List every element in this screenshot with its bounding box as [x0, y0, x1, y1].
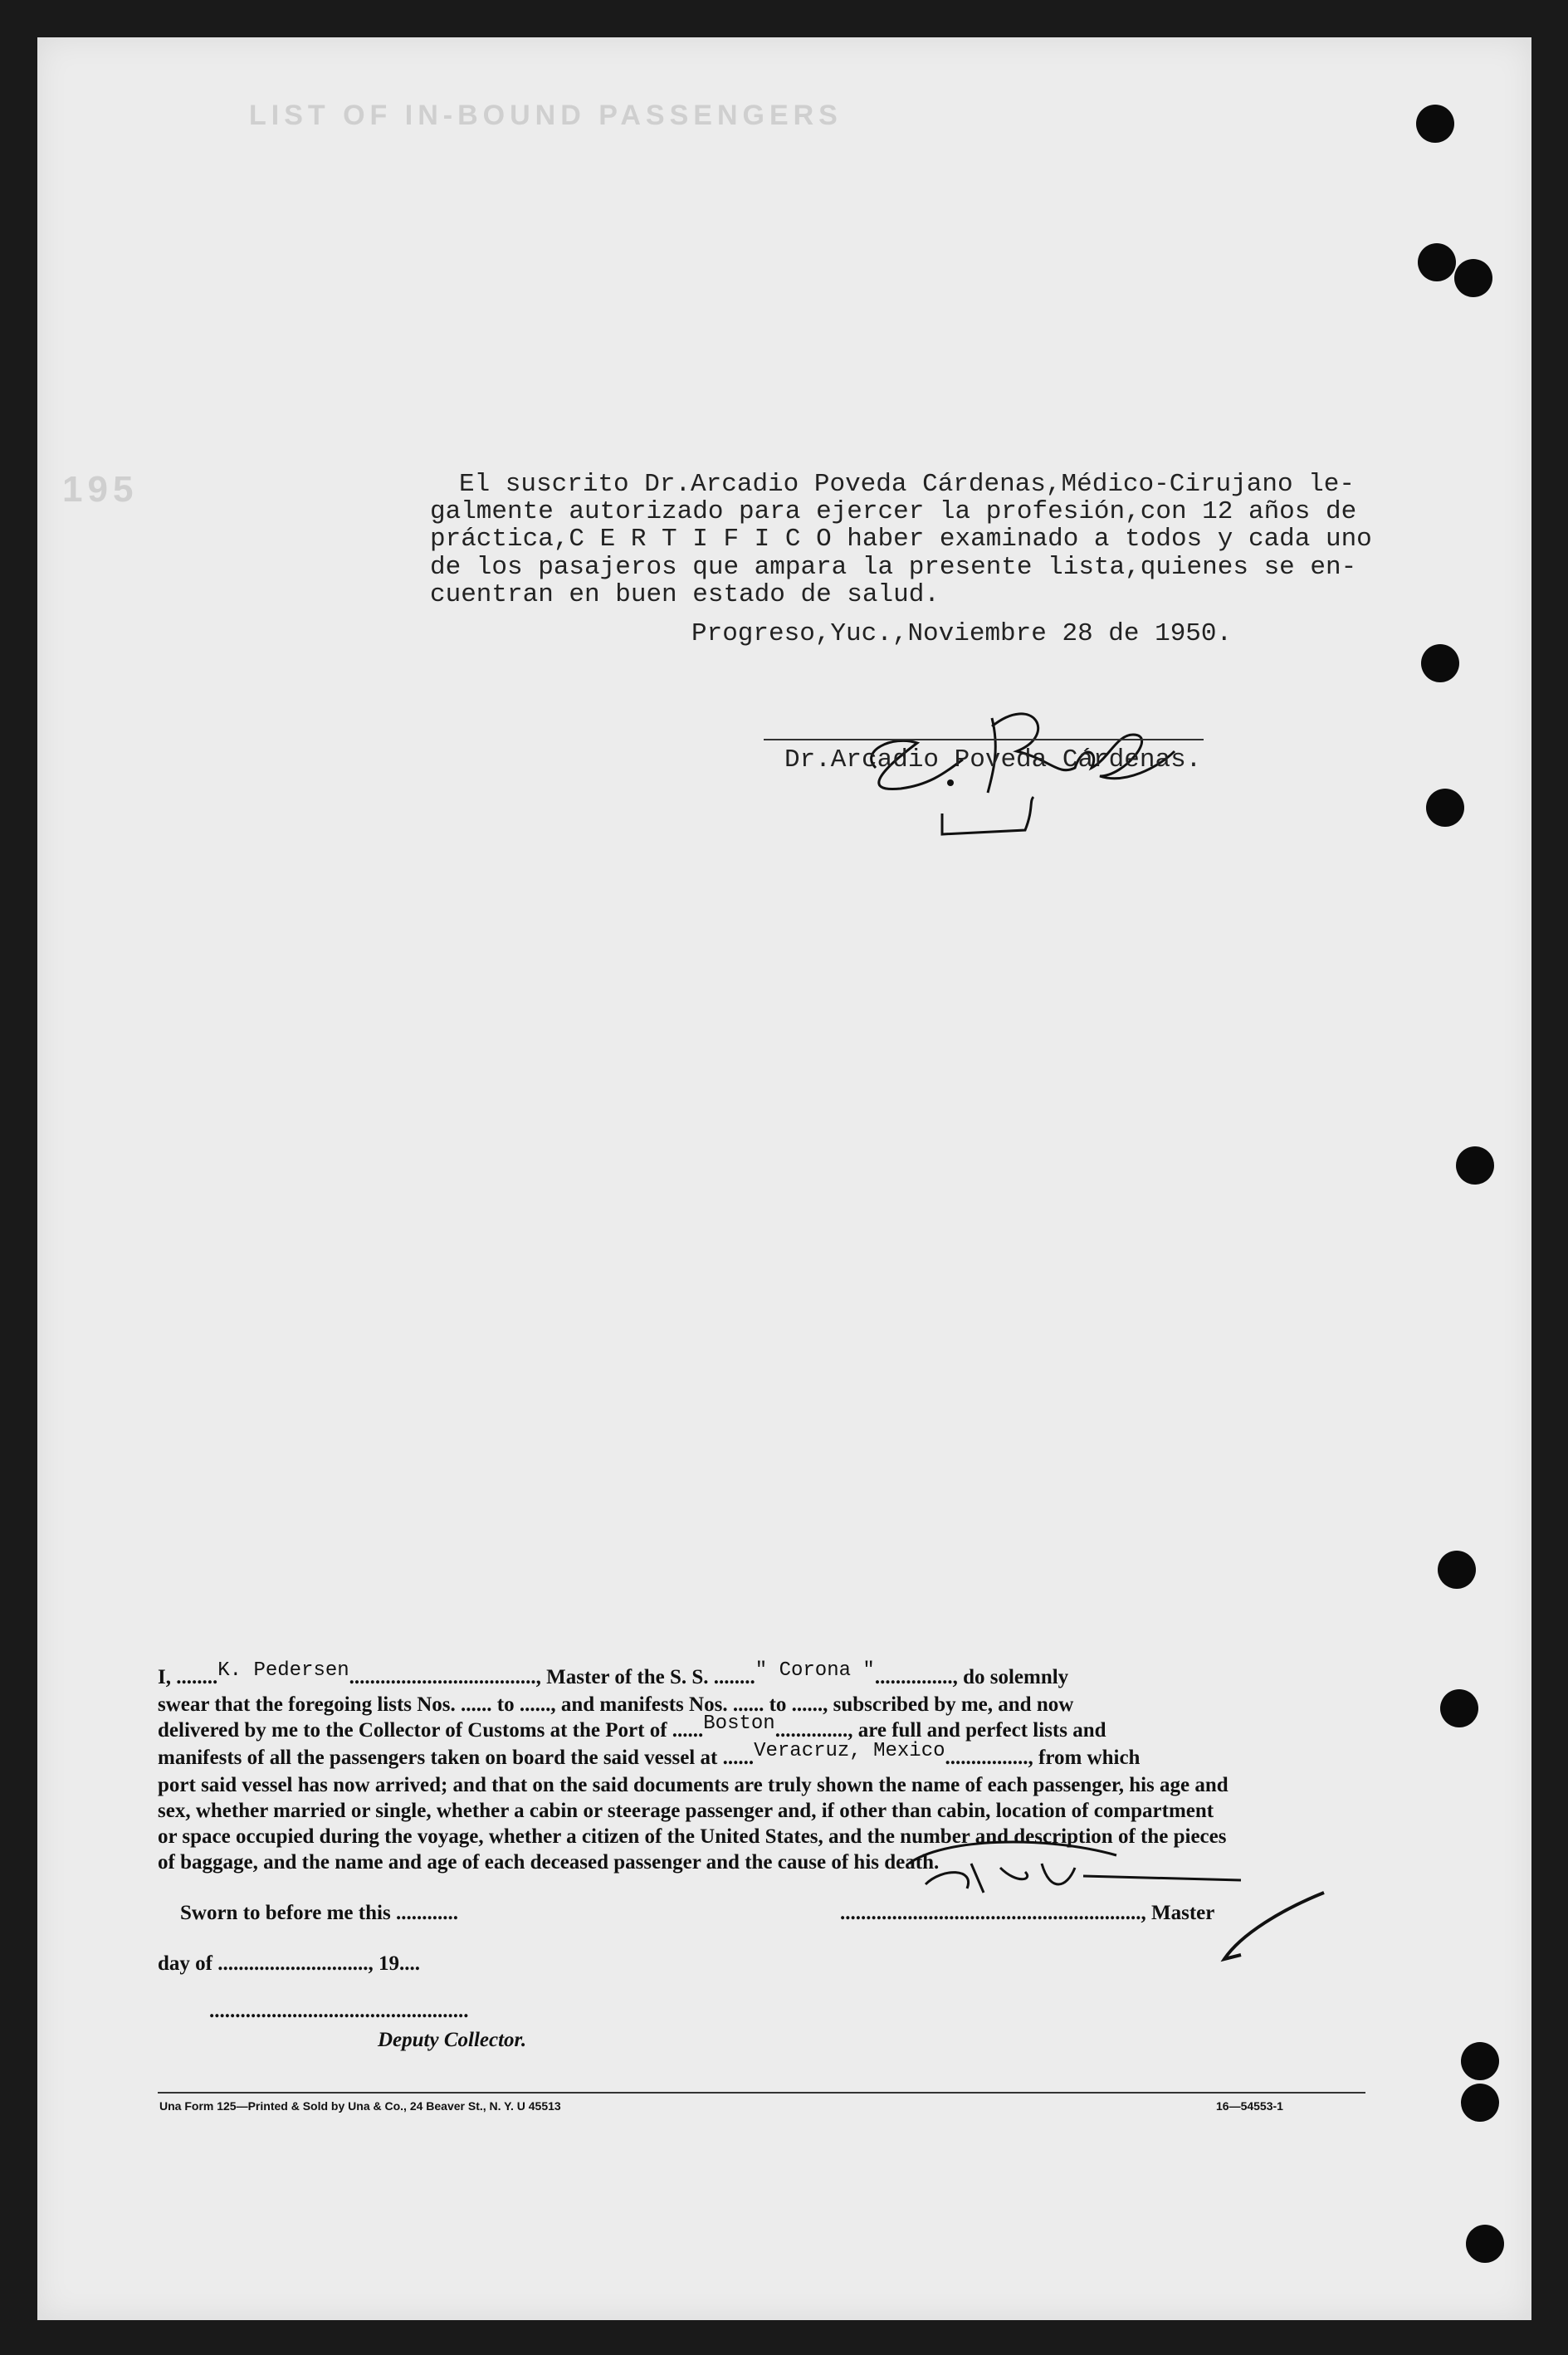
oath-line-8: of baggage, and the name and age of each deceased passenger and the cause of his death. [158, 1851, 940, 1874]
certificate-line-1: El suscrito Dr.Arcadio Poveda Cárdenas,Médico-Cirujano le- [459, 470, 1355, 499]
oath-line-7: or space occupied during the voyage, whether a citizen of the United States, and the number and description of the pieces [158, 1825, 1227, 1848]
binder-hole [1456, 1146, 1494, 1185]
day-of-line: day of ............................., 19.... [158, 1952, 420, 1975]
footer-rule [158, 2092, 1365, 2094]
oath-line-1: I, ........K. Pedersen...................................., Master of the S. S. ........" Corona "..............., do solemnly [158, 1659, 1069, 1688]
faded-page-number: 195 [62, 469, 139, 510]
certificate-line-5: cuentran en buen estado de salud. [430, 580, 940, 609]
binder-hole [1418, 243, 1456, 281]
oath-line-3: delivered by me to the Collector of Customs at the Port of ......Boston.............., are full and perfect lists and [158, 1713, 1106, 1742]
oath-line-4: manifests of all the passengers taken on board the said vessel at ......Veracruz, Mexico................, from which [158, 1740, 1141, 1769]
origin-port: Veracruz, Mexico [754, 1740, 945, 1762]
binder-hole [1461, 2084, 1499, 2122]
place-date: Progreso,Yuc.,Noviembre 28 de 1950. [691, 619, 1233, 648]
form-code: 16—54553-1 [1216, 2099, 1283, 2113]
oath-line-6: sex, whether married or single, whether a cabin or steerage passenger and, if other than cabin, location of compartment [158, 1800, 1214, 1822]
binder-hole [1454, 259, 1492, 297]
binder-hole [1461, 2042, 1499, 2080]
sworn-line: Sworn to before me this ............ .........................................................., Master [180, 1902, 1215, 1924]
binder-hole [1438, 1551, 1476, 1589]
printer-imprint: Una Form 125—Printed & Sold by Una & Co., 24 Beaver St., N. Y. U 45513 [159, 2099, 561, 2113]
faded-list-title: LIST OF IN-BOUND PASSENGERS [249, 100, 843, 131]
binder-hole [1416, 105, 1454, 143]
document-page [37, 37, 1531, 2320]
deputy-collector-label: Deputy Collector. [378, 2029, 527, 2051]
binder-hole [1426, 789, 1464, 827]
ship-name: " Corona " [755, 1659, 875, 1682]
binder-hole [1421, 644, 1459, 682]
binder-hole [1466, 2225, 1504, 2263]
binder-hole [1440, 1689, 1478, 1727]
certificate-line-4: de los pasajeros que ampara la presente lista,quienes se en- [430, 553, 1357, 582]
doctor-signature [826, 643, 1199, 843]
certificate-line-2: galmente autorizado para ejercer la profesión,con 12 años de [430, 497, 1357, 526]
oath-line-2: swear that the foregoing lists Nos. ...... to ......, and manifests Nos. ...... to ......, subscribed by me, and now [158, 1693, 1074, 1716]
port-name: Boston [703, 1713, 775, 1735]
certificate-line-3: práctica,C E R T I F I C O haber examinado a todos y cada uno [430, 525, 1372, 554]
deputy-blank: .................................................. [209, 2000, 469, 2022]
doctor-name: Dr.Arcadio Poveda Cárdenas. [784, 745, 1202, 774]
oath-line-5: port said vessel has now arrived; and that on the said documents are truly shown the name of each passenger, his age and [158, 1774, 1229, 1796]
signature-line [764, 739, 1204, 740]
master-name: K. Pedersen [217, 1659, 349, 1682]
